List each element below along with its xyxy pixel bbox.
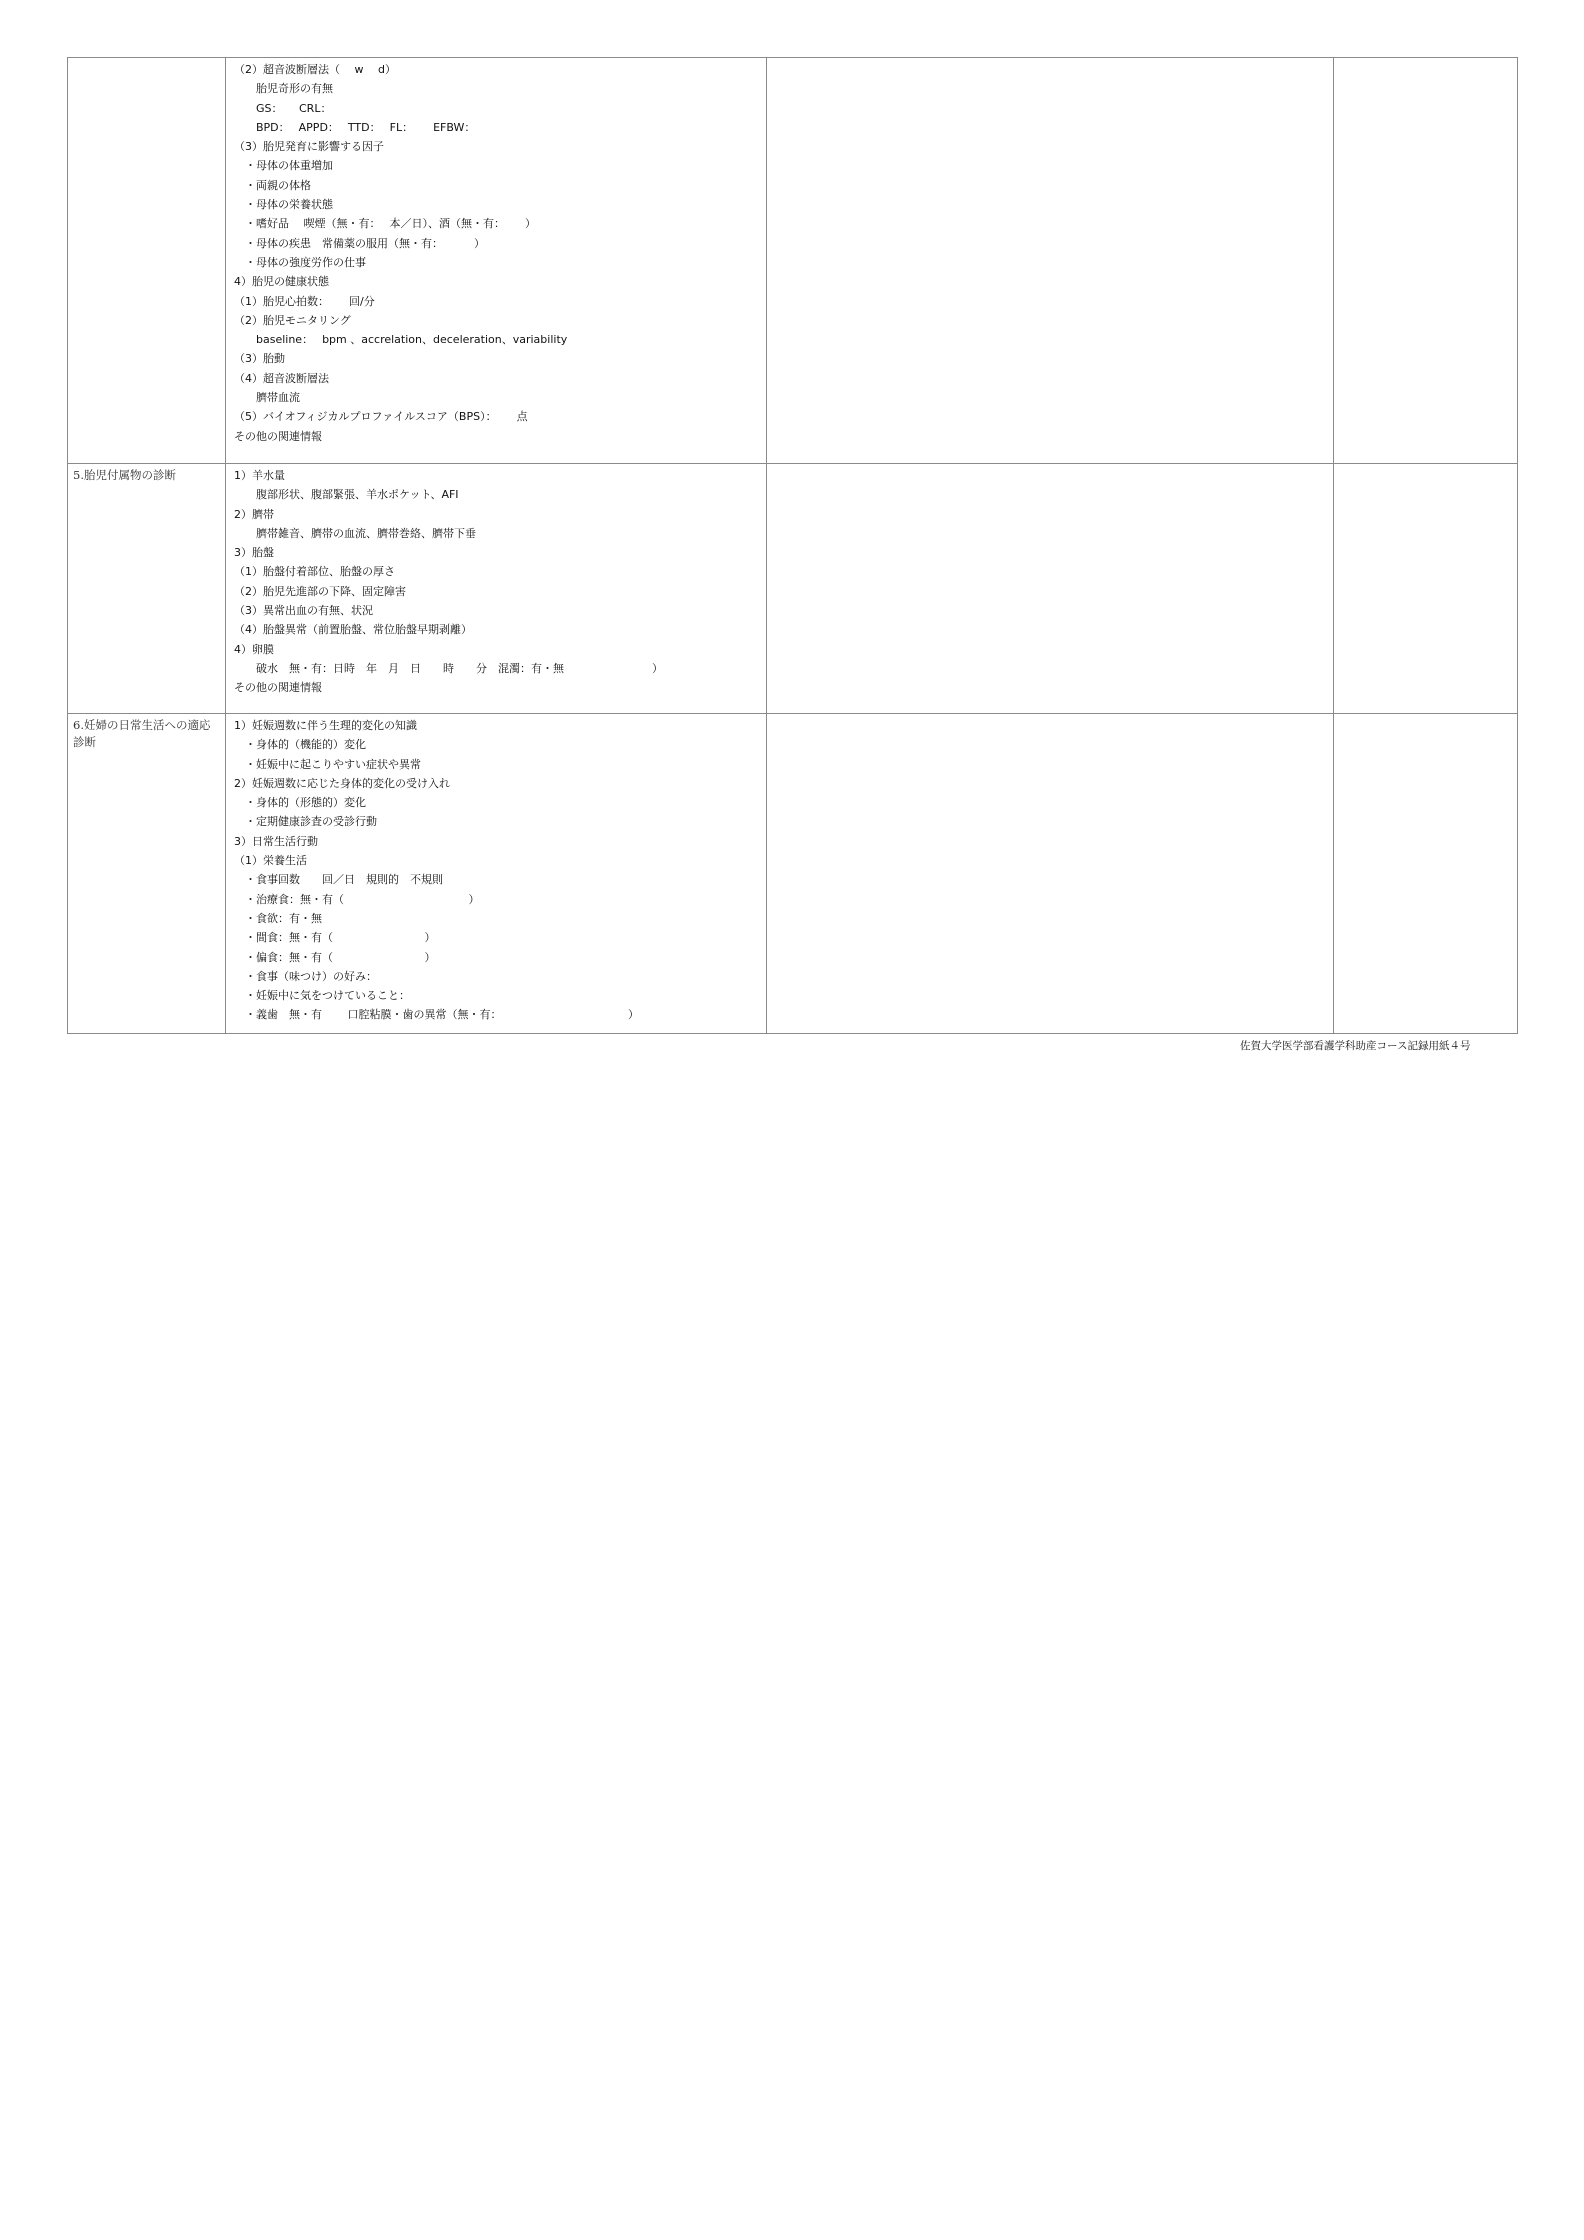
checklist-line: ・食事（味つけ）の好み： — [234, 969, 377, 983]
checklist-line: （3）胎児発育に影響する因子 — [234, 140, 384, 154]
checklist-line: ・母体の疾患 常備薬の服用（無・有： ） — [234, 236, 485, 250]
checklist-line: ・母体の強度労作の仕事 — [234, 255, 366, 269]
checklist-line: ・妊娠中に起こりやすい症状や異常 — [234, 757, 421, 771]
checklist-line: ・偏食：無・有（ ） — [234, 950, 436, 964]
checklist-line: 4）卵膜 — [234, 642, 274, 656]
checklist-line: （2）超音波断層法（ w d） — [234, 63, 396, 76]
checklist-line: 4）胎児の健康状態 — [234, 275, 329, 289]
category-label: 6.妊婦の日常生活への適応診断 — [73, 718, 211, 749]
checklist-cell — [226, 714, 767, 1034]
category-cell — [68, 464, 226, 714]
category-cell — [68, 58, 226, 464]
checklist-line: 破水 無・有：日時 年 月 日 時 分 混濁：有・無 ） — [234, 661, 663, 675]
checklist-line: 臍帯雑音、臍帯の血流、臍帯巻絡、臍帯下垂 — [234, 526, 476, 540]
checklist-line: ・母体の体重増加 — [234, 159, 333, 173]
checklist-line: （4）超音波断層法 — [234, 371, 329, 385]
checklist-line: その他の関連情報 — [234, 681, 322, 695]
notes-cell[interactable] — [767, 714, 1334, 1034]
checklist-line: 1）羊水量 — [234, 469, 285, 482]
checklist-line: baseline： bpm 、accrelation、deceleration、variability — [234, 333, 568, 347]
checklist-line: ・母体の栄養状態 — [234, 198, 333, 212]
checklist-line: ・治療食：無・有（ ） — [234, 892, 480, 906]
checklist-line: 腹部形状、腹部緊張、羊水ポケット、AFI — [234, 488, 459, 502]
checklist-line: ・間食：無・有（ ） — [234, 931, 436, 945]
checklist-line: ・身体的（形態的）変化 — [234, 796, 366, 810]
checklist-line: ・定期健康診査の受診行動 — [234, 815, 377, 829]
checklist-line: （3）異常出血の有無、状況 — [234, 604, 373, 618]
checklist-line: 2）妊娠週数に応じた身体的変化の受け入れ — [234, 776, 450, 790]
checklist-line: ・食欲：有・無 — [234, 911, 322, 925]
checklist — [226, 714, 766, 1033]
table-row — [68, 714, 1518, 1034]
checklist-line: （3）胎動 — [234, 352, 285, 366]
checklist-line: （2）胎児モニタリング — [234, 313, 351, 327]
checklist-line: ・義歯 無・有 口腔粘膜・歯の異常（無・有： ） — [234, 1008, 639, 1022]
checklist-line: （1）胎盤付着部位、胎盤の厚さ — [234, 565, 395, 579]
checklist-line: 3）胎盤 — [234, 546, 274, 560]
checklist — [226, 464, 766, 706]
checklist-line: その他の関連情報 — [234, 429, 322, 443]
remarks-cell[interactable] — [1334, 714, 1518, 1034]
checklist-line: 3）日常生活行動 — [234, 834, 318, 848]
form-footer: 佐賀大学医学部看護学科助産コース記録用紙４号 — [1240, 1040, 1471, 1052]
remarks-cell[interactable] — [1334, 464, 1518, 714]
checklist-cell — [226, 58, 767, 464]
remarks-cell[interactable] — [1334, 58, 1518, 464]
checklist-line: BPD： APPD： TTD： FL： EFBW： — [234, 120, 476, 134]
checklist-line: ・嗜好品 喫煙（無・有： 本／日）、酒（無・有： ） — [234, 217, 536, 231]
table-row — [68, 58, 1518, 464]
checklist-line: ・妊娠中に気をつけていること： — [234, 989, 410, 1003]
checklist-line: ・身体的（機能的）変化 — [234, 738, 366, 752]
checklist — [226, 58, 766, 454]
checklist-line: 胎児奇形の有無 — [234, 82, 333, 96]
category-label — [68, 58, 225, 61]
checklist-line: （4）胎盤異常（前置胎盤、常位胎盤早期剥離） — [234, 623, 472, 637]
category-cell — [68, 714, 226, 1034]
record-form-table — [67, 57, 1518, 1034]
checklist-line: （2）胎児先進部の下降、固定障害 — [234, 584, 406, 598]
notes-cell[interactable] — [767, 464, 1334, 714]
notes-cell[interactable] — [767, 58, 1334, 464]
category-label: 5.胎児付属物の診断 — [73, 468, 176, 482]
checklist-line: GS： CRL： — [234, 101, 332, 115]
checklist-line: 1）妊娠週数に伴う生理的変化の知識 — [234, 719, 417, 732]
checklist-line: 2）臍帯 — [234, 507, 274, 521]
checklist-line: ・食事回数 回／日 規則的 不規則 — [234, 873, 443, 887]
checklist-line: （5）バイオフィジカルプロファイルスコア（BPS）： 点 — [234, 410, 528, 424]
table-row — [68, 464, 1518, 714]
checklist-line: ・両親の体格 — [234, 178, 311, 192]
checklist-line: 臍帯血流 — [234, 391, 300, 405]
checklist-line: （1）栄養生活 — [234, 854, 307, 868]
checklist-line: （1）胎児心拍数： 回/分 — [234, 294, 375, 308]
checklist-cell — [226, 464, 767, 714]
